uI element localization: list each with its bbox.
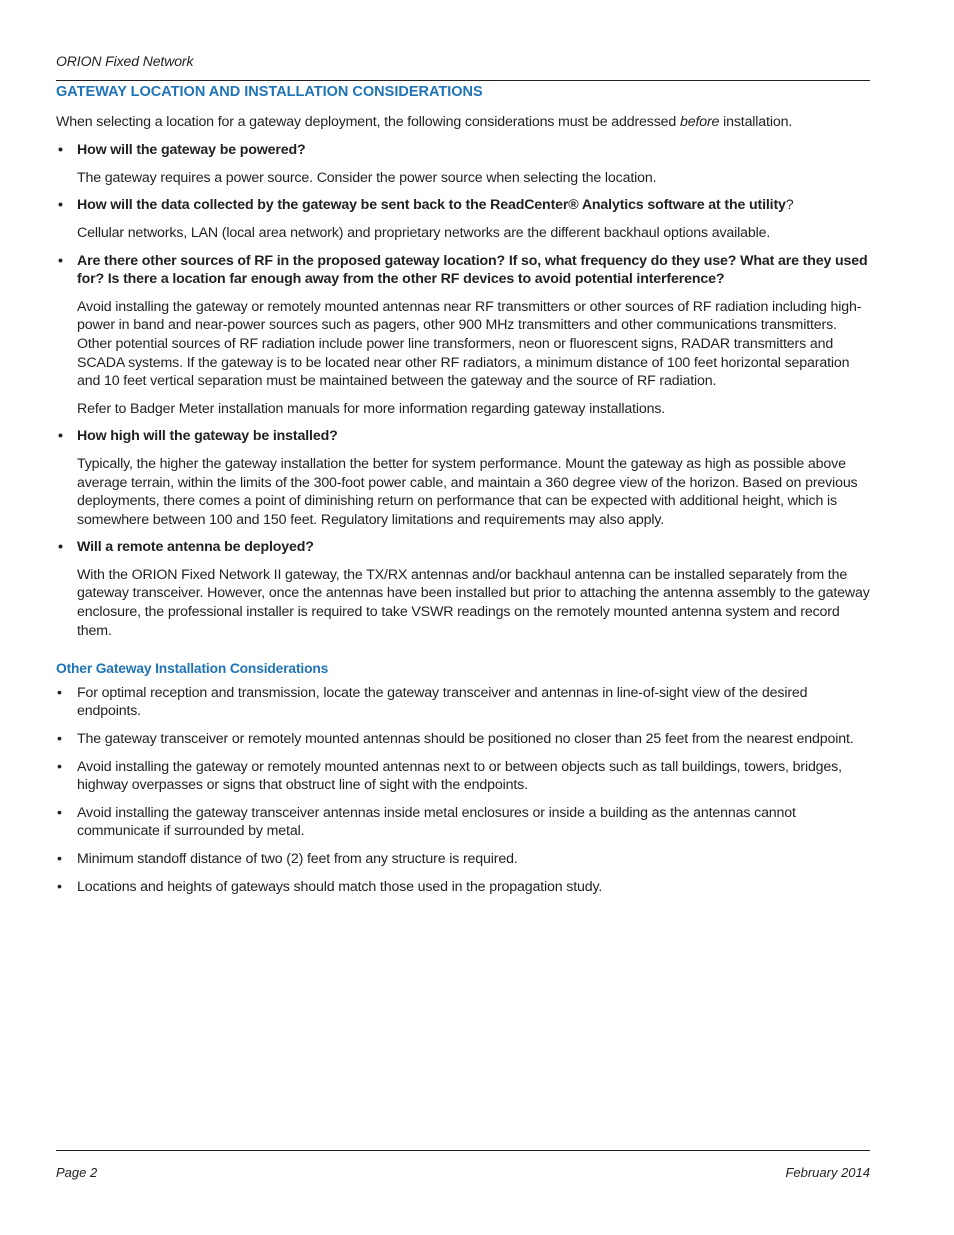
question-text: Will a remote antenna be deployed?	[77, 539, 314, 556]
question-remote-antenna	[56, 538, 874, 557]
list-item	[56, 878, 874, 897]
bullet-icon: •	[57, 878, 62, 895]
list-item-text: Locations and heights of gateways should match those used in the propagation study.	[77, 878, 603, 895]
bullet-icon: •	[57, 758, 62, 775]
question-height	[56, 427, 874, 446]
bullet-icon: •	[57, 731, 62, 748]
section-title: GATEWAY LOCATION AND INSTALLATION CONSIDERATIONS	[56, 84, 483, 100]
answer-paragraph: Refer to Badger Meter installation manuals for more information regarding gateway installations.	[77, 400, 666, 417]
list-item-text: For optimal reception and transmission, locate the gateway transceiver and antennas in line-of-sight view of the desired endpoints.	[77, 684, 808, 720]
question-data-backhaul	[56, 196, 874, 215]
question-text: Are there other sources of RF in the proposed gateway location? If so, what frequency do they use? What are they used for? Is there a location far enough away from the other RF devices to avoid potential interference?	[77, 252, 868, 288]
answer-paragraph: Avoid installing the gateway or remotely mounted antennas near RF transmitters or other sources of RF radiation including high-power in band and near-power sources such as pagers, other 900 MHz transmitters and other communications transmitters. Other potential sources of RF radiation include power line transformers, neon or fluorescent signs, RADAR transmitters and SCADA systems. If the gateway is to be located near other RF radiators, a minimum distance of 100 feet horizontal separation and 10 feet vertical separation must be maintained between the gateway and the source of RF radiation.	[77, 298, 862, 390]
bullet-icon: •	[58, 197, 63, 214]
intro-emphasis: before	[679, 113, 720, 130]
list-item	[56, 684, 874, 721]
bullet-icon: •	[57, 851, 62, 867]
bullet-icon: •	[58, 539, 63, 556]
bullet-icon: •	[57, 684, 62, 701]
bullet-icon: •	[58, 428, 63, 445]
header-rule	[56, 80, 870, 81]
list-item	[56, 758, 874, 795]
list-item-text: Avoid installing the gateway transceiver antennas inside metal enclosures or inside a building as the antennas cannot communicate if surrounded by metal.	[77, 804, 796, 840]
publication-date: February 2014	[785, 1165, 870, 1180]
question-text: How will the data collected by the gateway be sent back to the ReadCenter® Analytics software at the utility	[77, 197, 786, 214]
list-item-text: Minimum standoff distance of two (2) feet from any structure is required.	[77, 851, 518, 867]
list-item-text: The gateway transceiver or remotely mounted antennas should be positioned no closer than 25 feet from the nearest endpoint.	[77, 731, 854, 748]
answer-paragraph: With the ORION Fixed Network II gateway, the TX/RX antennas and/or backhaul antenna can be installed separately from the gateway transceiver. However, once the antennas have been installed but prior to attaching the antenna assembly to the gateway enclosure, the professional installer is required to take VSWR readings on the remotely mounted antenna system and record them.	[77, 566, 870, 639]
list-item	[56, 804, 874, 841]
question-rf-sources	[56, 252, 874, 289]
list-item	[56, 730, 874, 749]
question-tail: ?	[785, 197, 794, 214]
intro-paragraph	[56, 113, 874, 132]
bullet-icon: •	[57, 804, 62, 821]
question-text: How high will the gateway be installed?	[77, 428, 338, 445]
answer-paragraph: Typically, the higher the gateway installation the better for system performance. Mount the gateway as high as possible above average terrain, within the limits of the 300-foot power cable, and maintain a 360 degree view of the horizon. Based on previous deployments, there comes a point of diminishing return on performance that can be expected with additional height, which is somewhere between 100 and 150 feet. Regulatory limitations and requirements may also apply.	[77, 455, 858, 528]
intro-text-end: installation.	[719, 113, 793, 130]
answer-paragraph: Cellular networks, LAN (local area network) and proprietary networks are the different backhaul options available.	[77, 224, 771, 241]
bullet-icon: •	[58, 142, 63, 159]
page-content	[56, 83, 874, 905]
answer-paragraph: The gateway requires a power source. Consider the power source when selecting the location.	[77, 169, 657, 186]
question-powered	[56, 141, 874, 160]
footer-rule	[56, 1150, 870, 1151]
list-item	[56, 850, 874, 869]
running-header: ORION Fixed Network	[56, 53, 194, 69]
list-item-text: Avoid installing the gateway or remotely mounted antennas next to or between objects such as tall buildings, towers, bridges, highway overpasses or signs that obstruct line of sight with the endpoints.	[77, 758, 842, 794]
subsection-title: Other Gateway Installation Considerations	[56, 661, 329, 677]
intro-text: When selecting a location for a gateway deployment, the following considerations must be addressed	[56, 113, 680, 130]
question-text: How will the gateway be powered?	[77, 142, 306, 159]
page-number: Page 2	[56, 1165, 98, 1180]
bullet-icon: •	[58, 252, 63, 269]
